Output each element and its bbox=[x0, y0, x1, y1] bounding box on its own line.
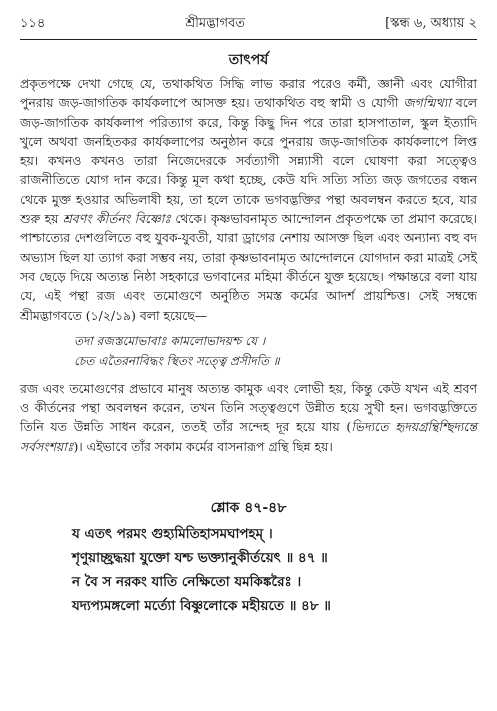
page-header bbox=[20, 14, 477, 35]
verse-line-1: য এতৎ পরমং গুহ্যমিতিহাসমঘাপহম্ । bbox=[72, 526, 273, 543]
sanskrit-verse bbox=[20, 522, 477, 618]
para1-text-2: বলে জড়-জাগতিক কার্যকলাপ পরিত্যাগ করে, কিন্তু কিছু দিন পরে তারা হাসপাতাল, স্কুল ইত্যাদি খুলে অথবা জনহিতকর কার্যকলাপের অনুষ্ঠান করে পুনরায় জড়-জাগতিক কার্যকলাপে লিপ্ত হয়। কখনও কখনও তারা নিজেদেরকে সর্বত্যাগী সন্ন্যাসী বলে ঘোষণা করা সত্ত্বেও রাজনীতিতে যোগ দান করে। কিন্তু মূল কথা হচ্ছে, কেউ যদি সত্যি সত্যি জড় জগতের বন্ধন থেকে মুক্ত হওয়ার অভিলাষী হয়, তা হলে তাকে ভগবদ্ভক্তির পন্থা অবলম্বন করতে হবে, যার শুরু হয় bbox=[20, 95, 477, 227]
book-title: শ্রীমদ্ভাগবত bbox=[185, 16, 245, 31]
purport-heading: তাৎপর্য bbox=[228, 52, 269, 68]
header-rule bbox=[20, 39, 477, 40]
para1-jagan-mithya: জগন্মিথ্যা bbox=[403, 95, 451, 111]
para2-text-2: )। এইভাবে তাঁর সকাম কর্মের বাসনারূপ গ্রন্থি ছিন্ন হয়। bbox=[73, 438, 333, 454]
quote-line-1: তদা রজস্তমোভাবাঃ কামলোভাদয়শ্চ যে । bbox=[74, 333, 266, 348]
verse-label: শ্লোক ৪৭-৪৮ bbox=[210, 500, 287, 517]
purport-paragraph-1 bbox=[20, 74, 477, 325]
section-label: [স্কন্ধ ৬, অধ্যায় ২ bbox=[385, 16, 477, 31]
para2-bhidyate: ভিদ্যতে হৃদয়গ্রন্থিশ্ছিদ্যন্তে সর্বসংশয়াঃ bbox=[20, 419, 477, 454]
quoted-verse bbox=[20, 331, 477, 371]
page-number: ১১৪ bbox=[20, 16, 46, 31]
verse-line-3: ন বৈ স নরকং যাতি নেক্ষিতো যমকিঙ্করৈঃ । bbox=[72, 574, 302, 591]
quote-line-2: চেত এতৈরনাবিদ্ধং স্থিতং সত্ত্বে প্রসীদতি ॥ bbox=[74, 353, 280, 368]
para1-text-4: (১/২/১৯) বলা হয়েছে— bbox=[81, 307, 208, 323]
verse-line-4: যদ্যপ্যমঙ্গলো মর্ত্যো বিষ্ণুলোকে মহীয়তে ॥ ৪৮ ॥ bbox=[72, 598, 331, 615]
para1-text-1: প্রকৃতপক্ষে দেখা গেছে যে, তথাকথিত সিদ্ধি লাভ করার পরেও কর্মী, জ্ঞানী এবং যোগীরা পুনরায় জড়-জাগতিক কার্যকলাপে আসক্ত হয়। তথাকথিত বহু স্বামী ও যোগী bbox=[20, 76, 477, 111]
para2-text-1: রজ এবং তমোগুণের প্রভাবে মানুষ অত্যন্ত কামুক এবং লোভী হয়, কিন্তু কেউ যখন এই শ্রবণ ও কীর্তনের পন্থা অবলম্বন করেন, তখন তিনি সত্ত্বগুণে উন্নীত হয়ে সুখী হন। ভগবদ্ভক্তিতে তিনি যত উন্নতি সাধন করেন, ততই তাঁর সন্দেহ দূর হয়ে যায় ( bbox=[20, 380, 477, 435]
para1-sravanam: শ্রবণং কীর্তনং বিষ্ণোঃ bbox=[62, 211, 171, 227]
purport-paragraph-2 bbox=[20, 379, 477, 456]
para1-text-3: থেকে। কৃষ্ণভাবনামৃত আন্দোলন প্রকৃতপক্ষে তা প্রমাণ করেছে। পাশ্চাত্যের দেশগুলিতে বহু যুবক-যুবতী, যারা ড্রাগের নেশায় আসক্ত ছিল এবং অন্যান্য বহু বদ অভ্যাস ছিল যা ত্যাগ করা সম্ভব নয়, তারা কৃষ্ণভাবনামৃত আন্দোলনে যোগদান করা মাত্রই সেই সব ছেড়ে দিয়ে অত্যন্ত নিষ্ঠা সহকারে ভগবানের মহিমা কীর্তনে যুক্ত হয়েছে। পক্ষান্তরে বলা যায় যে, এই পন্থা রজ এবং তমোগুণে অনুষ্ঠিত সমস্ত কর্মের আদর্শ প্রায়শ্চিত্ত। সেই সম্বন্ধে bbox=[20, 211, 477, 304]
verse-line-2: শৃণুয়াচ্ছ্রদ্ধয়া যুক্তো যশ্চ ভক্ত্যানুকীর্তয়েৎ ॥ ৪৭ ॥ bbox=[72, 550, 328, 567]
para1-bhagavatam: শ্রীমদ্ভাগবতে bbox=[20, 307, 82, 323]
